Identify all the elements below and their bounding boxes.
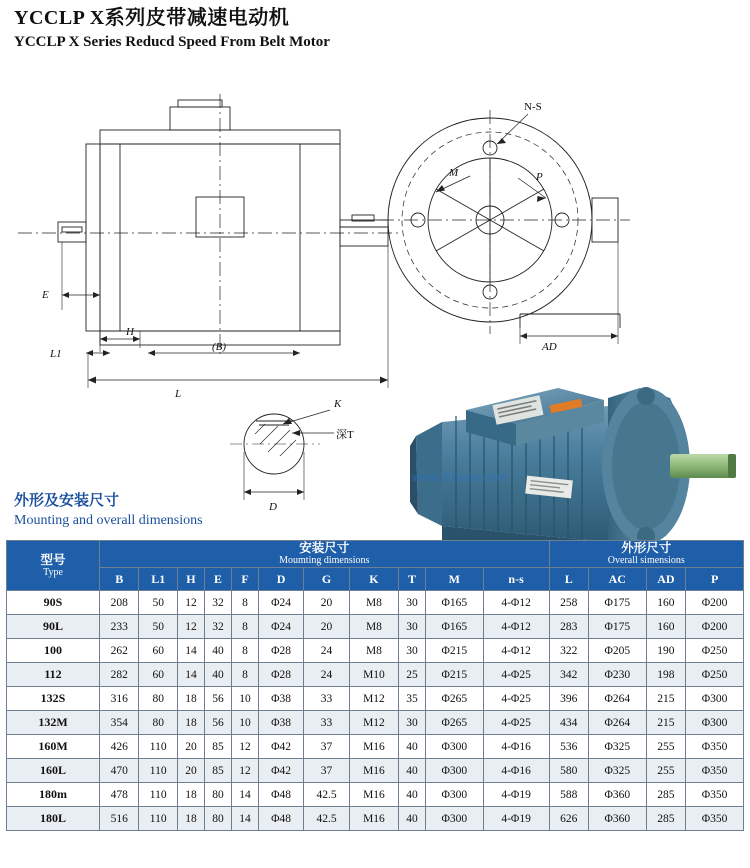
cell-d: Φ24 <box>259 615 304 639</box>
cell-p: Φ200 <box>686 615 744 639</box>
column-header-p: P <box>686 568 744 591</box>
cell-b: 516 <box>100 807 139 831</box>
cell-p: Φ300 <box>686 711 744 735</box>
cell-l1: 110 <box>139 807 178 831</box>
header-type-en: Type <box>43 566 63 578</box>
cell-p: Φ200 <box>686 591 744 615</box>
cell-h: 18 <box>177 783 204 807</box>
cell-d: Φ48 <box>259 807 304 831</box>
cell-l1: 110 <box>139 735 178 759</box>
column-header-l: L <box>549 568 588 591</box>
header-type <box>7 541 100 591</box>
label-l1: L1 <box>50 348 62 360</box>
cell-n-s: 4-Φ12 <box>483 615 549 639</box>
column-header-ad: AD <box>646 568 686 591</box>
cell-e: 80 <box>204 783 231 807</box>
cell-ad: 215 <box>646 687 686 711</box>
cell-ac: Φ175 <box>588 615 646 639</box>
cell-d: Φ38 <box>259 711 304 735</box>
label-m: M <box>449 167 459 179</box>
cell-l: 258 <box>549 591 588 615</box>
cell-g: 20 <box>304 591 350 615</box>
table-group-header-row <box>7 541 744 568</box>
column-header-g: G <box>304 568 350 591</box>
column-header-ac: AC <box>588 568 646 591</box>
cell-l: 434 <box>549 711 588 735</box>
cell-n-s: 4-Φ25 <box>483 663 549 687</box>
cell-e: 56 <box>204 711 231 735</box>
cell-l: 536 <box>549 735 588 759</box>
cell-ad: 190 <box>646 639 686 663</box>
cell-ac: Φ175 <box>588 591 646 615</box>
cell-t: 35 <box>399 687 426 711</box>
cell-f: 14 <box>232 807 259 831</box>
table-row <box>7 711 744 735</box>
header-overall-group <box>549 541 743 568</box>
cell-t: 25 <box>399 663 426 687</box>
cell-n-s: 4-Φ19 <box>483 807 549 831</box>
label-h: H <box>126 326 134 338</box>
column-header-l1: L1 <box>139 568 178 591</box>
cell-k: M10 <box>349 663 398 687</box>
cell-l: 580 <box>549 759 588 783</box>
cell-h: 18 <box>177 807 204 831</box>
cell-k: M8 <box>349 615 398 639</box>
cell-l: 322 <box>549 639 588 663</box>
section-title-english: Mounting and overall dimensions <box>14 513 203 528</box>
cell-h: 14 <box>177 663 204 687</box>
cell-f: 12 <box>232 759 259 783</box>
cell-h: 18 <box>177 711 204 735</box>
cell-k: M16 <box>349 807 398 831</box>
cell-ac: Φ205 <box>588 639 646 663</box>
cell-f: 10 <box>232 711 259 735</box>
cell-ad: 285 <box>646 783 686 807</box>
cell-type: 132S <box>7 687 100 711</box>
cell-type: 90S <box>7 591 100 615</box>
cell-ac: Φ264 <box>588 711 646 735</box>
header-overall-en: Overall simensions <box>607 555 685 566</box>
cell-p: Φ300 <box>686 687 744 711</box>
cell-k: M12 <box>349 711 398 735</box>
cell-h: 20 <box>177 759 204 783</box>
cell-ac: Φ325 <box>588 735 646 759</box>
header-type-cn: 型号 <box>40 552 66 567</box>
dimensions-table <box>6 540 744 831</box>
cell-n-s: 4-Φ19 <box>483 783 549 807</box>
cell-type: 100 <box>7 639 100 663</box>
cell-l: 283 <box>549 615 588 639</box>
label-k: K <box>334 398 342 410</box>
cell-l1: 60 <box>139 663 178 687</box>
cell-t: 30 <box>399 639 426 663</box>
label-e: E <box>42 289 49 301</box>
cell-b: 208 <box>100 591 139 615</box>
cell-d: Φ28 <box>259 663 304 687</box>
cell-ac: Φ360 <box>588 807 646 831</box>
table-row <box>7 615 744 639</box>
table-column-header-row <box>7 568 744 591</box>
cell-b: 316 <box>100 687 139 711</box>
cell-f: 12 <box>232 735 259 759</box>
column-header-d: D <box>259 568 304 591</box>
cell-g: 24 <box>304 663 350 687</box>
cell-p: Φ350 <box>686 759 744 783</box>
cell-l1: 80 <box>139 687 178 711</box>
label-ns: N-S <box>524 101 542 113</box>
cell-type: 132M <box>7 711 100 735</box>
cell-ad: 255 <box>646 759 686 783</box>
cell-l: 626 <box>549 807 588 831</box>
cell-k: M8 <box>349 591 398 615</box>
label-d: D <box>269 501 277 513</box>
cell-p: Φ250 <box>686 639 744 663</box>
cell-m: Φ300 <box>426 759 484 783</box>
header-mounting-cn: 安装尺寸 <box>299 541 350 555</box>
technical-drawing-area <box>0 52 750 522</box>
column-header-h: H <box>177 568 204 591</box>
cell-n-s: 4-Φ16 <box>483 735 549 759</box>
cell-g: 42.5 <box>304 807 350 831</box>
header-overall-cn: 外形尺寸 <box>621 541 672 555</box>
cell-d: Φ28 <box>259 639 304 663</box>
cell-d: Φ42 <box>259 759 304 783</box>
cell-p: Φ350 <box>686 735 744 759</box>
cell-k: M16 <box>349 783 398 807</box>
column-header-b: B <box>100 568 139 591</box>
table-row <box>7 687 744 711</box>
title-english: YCCLP X Series Reducd Speed From Belt Motor <box>14 34 330 50</box>
cell-type: 180L <box>7 807 100 831</box>
label-p: P <box>536 171 543 183</box>
cell-m: Φ265 <box>426 687 484 711</box>
column-header-n-s: n-s <box>483 568 549 591</box>
cell-t: 40 <box>399 759 426 783</box>
cell-ad: 198 <box>646 663 686 687</box>
cell-n-s: 4-Φ12 <box>483 639 549 663</box>
cell-m: Φ165 <box>426 591 484 615</box>
cell-m: Φ215 <box>426 639 484 663</box>
cell-e: 32 <box>204 615 231 639</box>
cell-e: 85 <box>204 759 231 783</box>
cell-e: 80 <box>204 807 231 831</box>
cell-g: 37 <box>304 759 350 783</box>
title-chinese: YCCLP X系列皮带减速电动机 <box>14 7 290 29</box>
cell-f: 8 <box>232 639 259 663</box>
motor-photo <box>408 374 740 556</box>
cell-d: Φ38 <box>259 687 304 711</box>
cell-b: 354 <box>100 711 139 735</box>
cell-f: 10 <box>232 687 259 711</box>
cell-b: 233 <box>100 615 139 639</box>
table-row <box>7 759 744 783</box>
cell-e: 85 <box>204 735 231 759</box>
cell-type: 160M <box>7 735 100 759</box>
column-header-t: T <box>399 568 426 591</box>
cell-k: M12 <box>349 687 398 711</box>
label-b: (B) <box>212 341 227 353</box>
header-mounting-group <box>100 541 550 568</box>
column-header-k: K <box>349 568 398 591</box>
cell-t: 40 <box>399 735 426 759</box>
cell-l1: 50 <box>139 615 178 639</box>
cell-l1: 110 <box>139 783 178 807</box>
cell-e: 56 <box>204 687 231 711</box>
cell-h: 12 <box>177 615 204 639</box>
cell-l: 588 <box>549 783 588 807</box>
label-ad: AD <box>542 341 557 353</box>
cell-b: 282 <box>100 663 139 687</box>
cell-g: 42.5 <box>304 783 350 807</box>
cell-l: 396 <box>549 687 588 711</box>
cell-g: 33 <box>304 687 350 711</box>
cell-m: Φ300 <box>426 807 484 831</box>
cell-f: 8 <box>232 615 259 639</box>
cell-n-s: 4-Φ12 <box>483 591 549 615</box>
column-header-e: E <box>204 568 231 591</box>
cell-n-s: 4-Φ16 <box>483 759 549 783</box>
cell-f: 8 <box>232 591 259 615</box>
table-head <box>7 541 744 591</box>
cell-t: 30 <box>399 615 426 639</box>
cell-type: 160L <box>7 759 100 783</box>
cell-e: 40 <box>204 663 231 687</box>
cell-m: Φ300 <box>426 783 484 807</box>
cell-b: 262 <box>100 639 139 663</box>
cell-f: 8 <box>232 663 259 687</box>
cell-ad: 255 <box>646 735 686 759</box>
cell-p: Φ350 <box>686 783 744 807</box>
cell-m: Φ165 <box>426 615 484 639</box>
cell-ad: 215 <box>646 711 686 735</box>
cell-h: 14 <box>177 639 204 663</box>
cell-k: M16 <box>349 735 398 759</box>
cell-t: 30 <box>399 591 426 615</box>
cell-e: 40 <box>204 639 231 663</box>
cell-f: 14 <box>232 783 259 807</box>
cell-ad: 160 <box>646 591 686 615</box>
cell-n-s: 4-Φ25 <box>483 711 549 735</box>
cell-d: Φ42 <box>259 735 304 759</box>
label-deep-t: 深T <box>336 429 354 441</box>
cell-e: 32 <box>204 591 231 615</box>
cell-g: 24 <box>304 639 350 663</box>
cell-ad: 285 <box>646 807 686 831</box>
cell-l1: 60 <box>139 639 178 663</box>
cell-d: Φ48 <box>259 783 304 807</box>
cell-ac: Φ230 <box>588 663 646 687</box>
label-l: L <box>175 388 182 400</box>
table-row <box>7 783 744 807</box>
cell-l1: 80 <box>139 711 178 735</box>
cell-g: 20 <box>304 615 350 639</box>
cell-g: 33 <box>304 711 350 735</box>
cell-h: 18 <box>177 687 204 711</box>
table-body <box>7 591 744 831</box>
section-heading <box>14 492 203 530</box>
cell-h: 20 <box>177 735 204 759</box>
cell-d: Φ24 <box>259 591 304 615</box>
section-title-chinese: 外形及安装尺寸 <box>14 493 120 509</box>
cell-p: Φ250 <box>686 663 744 687</box>
cell-g: 37 <box>304 735 350 759</box>
column-header-m: M <box>426 568 484 591</box>
cell-b: 426 <box>100 735 139 759</box>
cell-ac: Φ325 <box>588 759 646 783</box>
cell-m: Φ300 <box>426 735 484 759</box>
cell-type: 180m <box>7 783 100 807</box>
table-row <box>7 639 744 663</box>
cell-l1: 110 <box>139 759 178 783</box>
cell-type: 90L <box>7 615 100 639</box>
cell-l: 342 <box>549 663 588 687</box>
column-header-f: F <box>232 568 259 591</box>
cell-b: 478 <box>100 783 139 807</box>
cell-t: 30 <box>399 711 426 735</box>
table-row <box>7 807 744 831</box>
table-row <box>7 735 744 759</box>
cell-type: 112 <box>7 663 100 687</box>
table-row <box>7 591 744 615</box>
header-mounting-en: Moumting dimensions <box>279 555 370 566</box>
cell-p: Φ350 <box>686 807 744 831</box>
cell-t: 40 <box>399 807 426 831</box>
page-title <box>14 6 330 52</box>
cell-l1: 50 <box>139 591 178 615</box>
cell-k: M16 <box>349 759 398 783</box>
cell-m: Φ215 <box>426 663 484 687</box>
cell-h: 12 <box>177 591 204 615</box>
cell-ad: 160 <box>646 615 686 639</box>
table-row <box>7 663 744 687</box>
cell-ac: Φ264 <box>588 687 646 711</box>
cell-b: 470 <box>100 759 139 783</box>
cell-k: M8 <box>349 639 398 663</box>
cell-n-s: 4-Φ25 <box>483 687 549 711</box>
watermark: www.91way.com <box>412 470 507 484</box>
cell-m: Φ265 <box>426 711 484 735</box>
cell-ac: Φ360 <box>588 783 646 807</box>
cell-t: 40 <box>399 783 426 807</box>
